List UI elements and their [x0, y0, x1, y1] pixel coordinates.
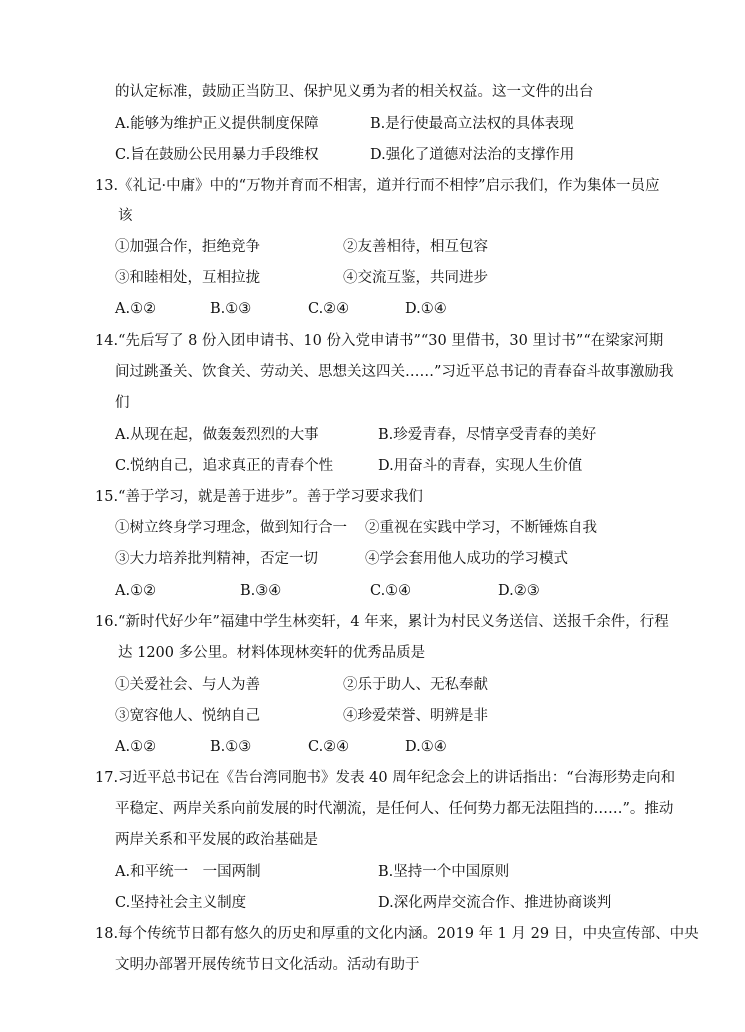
- q15-option-c[interactable]: C.①④: [370, 583, 412, 599]
- q13-option-d[interactable]: D.①④: [405, 301, 447, 317]
- q14-option-c[interactable]: C.悦纳自己，追求真正的青春个性: [115, 458, 334, 474]
- q16-option-b[interactable]: B.①③: [210, 739, 252, 755]
- q13-statement-2: ②友善相待，相互包容: [343, 239, 488, 255]
- q12-option-a[interactable]: A.能够为维护正义提供制度保障: [115, 116, 319, 132]
- q13-stem-line1: 13.《礼记·中庸》中的“万物并育而不相害，道并行而不相悖”启示我们，作为集体一员应: [95, 178, 660, 194]
- q18-stem-line1: 18.每个传统节日都有悠久的历史和厚重的文化内涵。2019 年 1 月 29 日，中央宣传部、中央: [95, 926, 699, 942]
- q16-statement-1: ①关爱社会、与人为善: [115, 677, 260, 693]
- q13-option-b[interactable]: B.①③: [210, 301, 252, 317]
- q16-stem-line1: 16.“新时代好少年”福建中学生林奕轩，4 年来，累计为村民义务送信、送报千余件，行程: [95, 614, 669, 630]
- q15-option-a[interactable]: A.①②: [115, 583, 157, 599]
- q16-statement-4: ④珍爱荣誉、明辨是非: [343, 708, 488, 724]
- q17-stem-line3: 两岸关系和平发展的政治基础是: [115, 832, 318, 848]
- q13-option-c[interactable]: C.②④: [308, 301, 350, 317]
- q15-statement-2: ②重视在实践中学习，不断锤炼自我: [365, 520, 597, 536]
- q14-option-b[interactable]: B.珍爱青春，尽情享受青春的美好: [378, 427, 597, 443]
- q15-option-d[interactable]: D.②③: [498, 583, 540, 599]
- q17-option-b[interactable]: B.坚持一个中国原则: [378, 864, 510, 880]
- q16-statement-2: ②乐于助人、无私奉献: [343, 677, 488, 693]
- q13-option-a[interactable]: A.①②: [115, 301, 157, 317]
- q16-statement-3: ③宽容他人、悦纳自己: [115, 708, 260, 724]
- q14-option-d[interactable]: D.用奋斗的青春，实现人生价值: [378, 458, 583, 474]
- q12-option-d[interactable]: D.强化了道德对法治的支撑作用: [370, 147, 575, 163]
- q15-statement-4: ④学会套用他人成功的学习模式: [365, 551, 568, 567]
- q12-option-c[interactable]: C.旨在鼓励公民用暴力手段维权: [115, 147, 319, 163]
- q17-option-c[interactable]: C.坚持社会主义制度: [115, 895, 247, 911]
- q17-stem-line1: 17.习近平总书记在《告台湾同胞书》发表 40 周年纪念会上的讲话指出：“台海形势走向和: [95, 770, 676, 786]
- q14-stem-line1: 14.“先后写了 8 份入团申请书、10 份入党申请书”“30 里借书，30 里讨书”“在梁家河期: [95, 333, 664, 349]
- q15-option-b[interactable]: B.③④: [240, 583, 282, 599]
- q15-stem: 15.“善于学习，就是善于进步”。善于学习要求我们: [95, 489, 423, 505]
- q17-option-d[interactable]: D.深化两岸交流合作、推进协商谈判: [378, 895, 612, 911]
- q15-statement-3: ③大力培养批判精神，否定一切: [115, 551, 318, 567]
- q15-statement-1: ①树立终身学习理念，做到知行合一: [115, 520, 347, 536]
- q12-stem-tail: 的认定标准，鼓励正当防卫、保护见义勇为者的相关权益。这一文件的出台: [115, 84, 594, 100]
- q14-stem-line2: 间过跳蚤关、饮食关、劳动关、思想关这四关……”习近平总书记的青春奋斗故事激励我: [115, 364, 674, 380]
- q16-option-c[interactable]: C.②④: [308, 739, 350, 755]
- q12-option-b[interactable]: B.是行使最高立法权的具体表现: [370, 116, 574, 132]
- q13-statement-4: ④交流互鉴，共同进步: [343, 270, 488, 286]
- q14-stem-line3: 们: [115, 395, 130, 411]
- q13-statement-1: ①加强合作，拒绝竞争: [115, 239, 260, 255]
- q16-option-d[interactable]: D.①④: [405, 739, 447, 755]
- q13-statement-3: ③和睦相处，互相拉拢: [115, 270, 260, 286]
- q18-stem-line2: 文明办部署开展传统节日文化活动。活动有助于: [115, 957, 420, 973]
- q17-stem-line2: 平稳定、两岸关系向前发展的时代潮流，是任何人、任何势力都无法阻挡的……”。推动: [115, 801, 674, 817]
- q17-option-a[interactable]: A.和平统一 一国两制: [115, 864, 261, 880]
- q16-stem-line2: 达 1200 多公里。材料体现林奕轩的优秀品质是: [118, 645, 426, 661]
- q13-stem-line2: 该: [118, 208, 133, 224]
- q16-option-a[interactable]: A.①②: [115, 739, 157, 755]
- q14-option-a[interactable]: A.从现在起，做轰轰烈烈的大事: [115, 427, 319, 443]
